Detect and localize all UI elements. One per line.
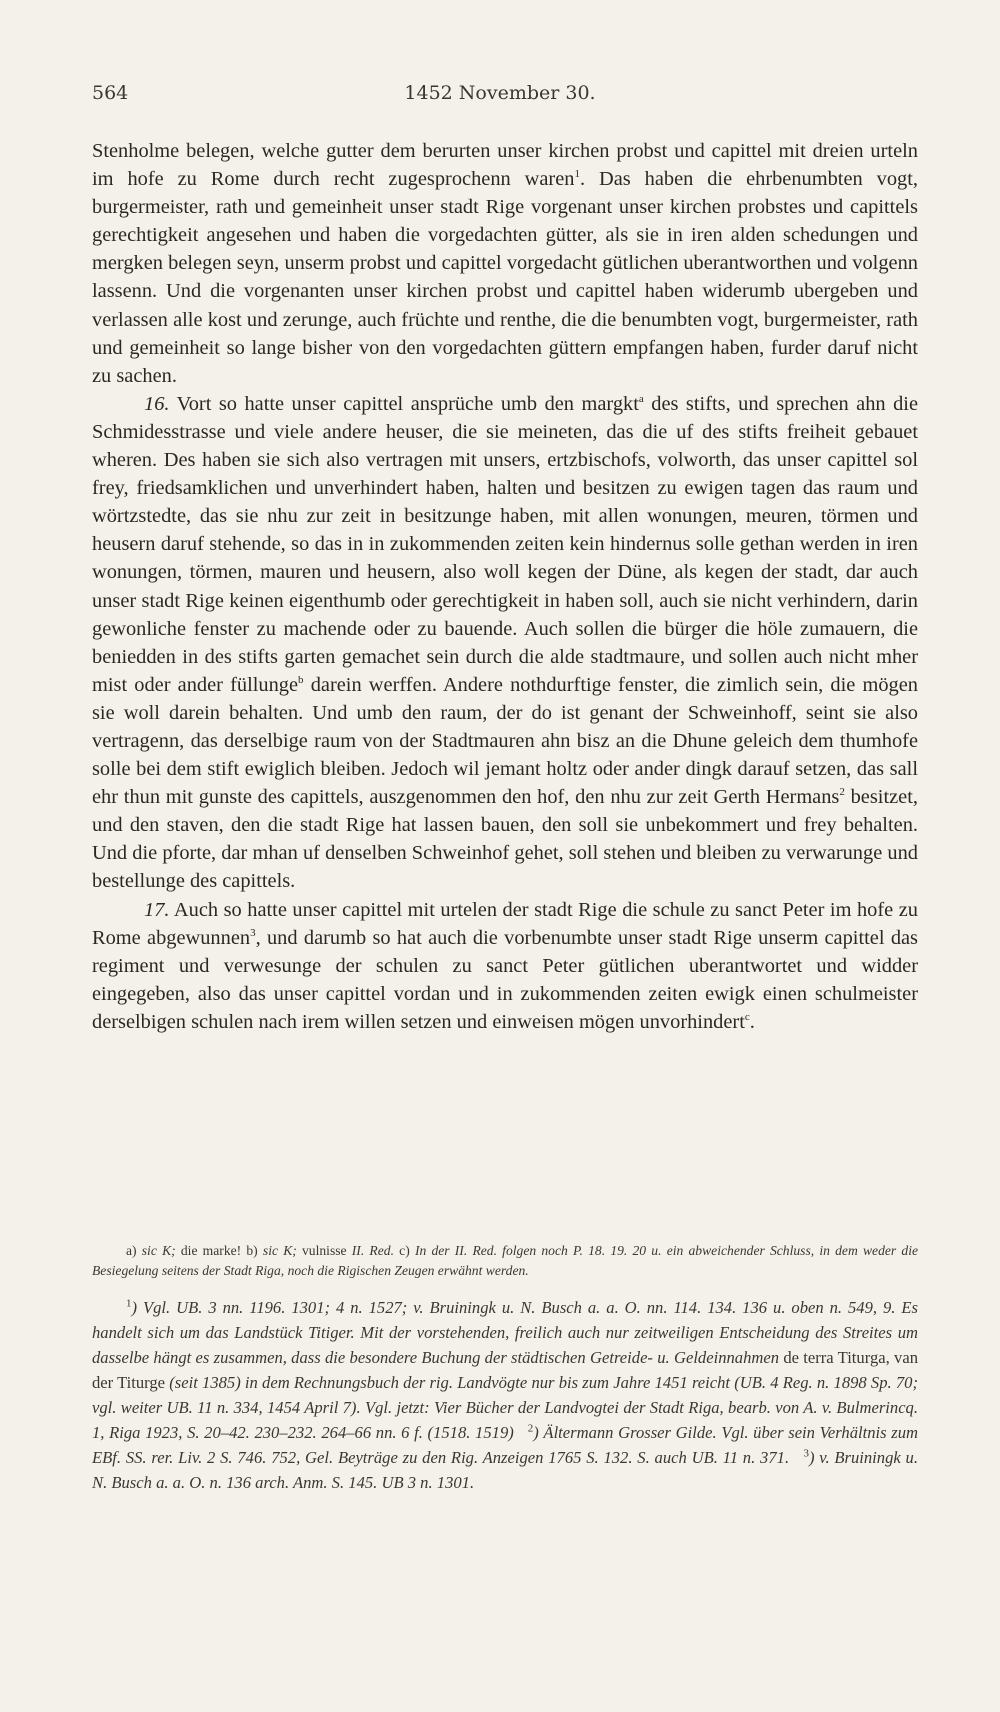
footnote-ref-2: 2 [839,786,845,799]
section-17: 17. Auch so hatte unser capittel mit urtelen der stadt Rige die schule zu sanct Peter im hofe zu Rome abgewunnen$^3$, und darumb so hat auch die vorbenumbte unser stadt Rige unserm capittel das regiment und verwesunge der schulen zu sanct Peter gütlichen uberantwortet und widder eingegeben, also das unser capittel vordan und in zukommenden zeiten ewigk einen schulmeister derselbigen schulen nach irem willen setzen und einweisen mögen unvorhindert$^c$. [92,898,918,1033]
footnotes: $^1$) Vgl. UB. 3 nn. 1196. 1301; 4 n. 1527; v. Bruiningk u. N. Busch a. a. O. nn. 114. 134. 136 u. oben n. 549, 9. Es handelt sich um das Landstück Titiger. Mit der vorstehenden, freilich auch nur zeitweiligen Entscheidung des Streites um dasselbe hängt es zusammen, dass die besondere Buchung der städtischen Getreide- u. Geldeinnahmen de terra Titurga, van der Titurge (seit 1385) in dem Rechnungsbuch der rig. Landvögte nur bis zum Jahre 1451 reicht (UB. 4 Reg. n. 1898 Sp. 70; vgl. weiter UB. 11 n. 334, 1454 April 7). Vgl. jetzt: Vier Bücher der Landvogtei der Stadt Riga, bearb. von A. v. Bulmerincq. 1, Riga 1923, S. 20–42. 230–232. 264–66 nn. 6 f. (1518. 1519) $^2$) Ältermann Grosser Gilde. Vgl. über sein Verhältnis zum EBf. SS. rer. Liv. 2 S. 746. 752, Gel. Beyträge zu den Rig. Anzeigen 1765 S. 132. S. auch UB. 11 n. 371. $^3$) v. Bruiningk u. N. Busch a. a. O. n. 136 arch. Anm. S. 145. UB 3 n. 1301. [92,1297,919,1492]
footnote-1: ) Vgl. UB. 3 nn. 1196. 1301; 4 n. 1527; v. Bruiningk u. N. Busch a. a. O. nn. 114. 134. 136 u. oben n. 549, 9. Es handelt sich um das Landstück Titiger. Mit der vorstehenden, freilich auch nur zeitweiligen Entscheidung des Streites um dasselbe hängt es zusammen, dass die besondere Buchung der städtischen Getreide- u. Geldeinnahmen [92,1298,918,1367]
page-number: 564 [92,82,129,104]
footnote-mark-3: 3 [803,1447,809,1460]
textual-note-ref-b: b [298,673,304,686]
section-16: 16. Vort so hatte unser capittel ansprüche umb den margkt$^a$ des stifts, und sprechen ahn die Schmidesstrasse und viele andere heuser, die sie meineten, das die uf des stifts freiheit gebauet wheren. Des haben sie sich also vertragen mit unsers, ertzbischofs, volworth, das unser capittel sol frey, friedsamklichen und unverhindert haben, halten und besitzen zu ewigen tagen das raum und wörtzstedte, das sie nhu zur zeit in besitzunge haben, mit allen wonungen, meuren, törmen und heusern daruf stehende, so das in in zukommenden zeiten kein hindernus solle gethan werden in iren wonungen, törmen, mauren und heusern, also woll kegen der Düne, als kegen der stadt, dar auch unser stadt Rige keinen eigenthumb oder gerechtigkeit in haben soll, auch sie nicht verhindern, darin gewonliche fenster zu machende oder zu bauende. Auch sollen die bürger die höle zumauern, die beniedden in des stifts garten gemachet sein durch die alde stadtmaure, und sollen auch nicht mher mist oder ander füllunge$^b$ darein werffen. Andere nothdurftige fenster, die zimlich sein, die mögen sie woll darein behalten. Und umb den raum, der do ist genant der Schweinhoff, seint sie also vertragenn, das derselbige raum von der Stadtmauren ahn bisz an die Dhune geleich dem thumhofe solle bei dem stift ewiglich bleiben. Jedoch wil jemant holtz oder ander dingk darauf setzen, das sall ehr thun mit gunste des capittels, auszgenommen den hof, den nhu zur zeit Gerth Hermans$^2$ besitzet, und den staven, den die stadt Rige hat lassen bauen, den soll sie unbekommert und frey behalten. Und die pforte, dar mhan uf denselben Schweinhof gehet, soll stehen und bleiben zu verwarunge und bestellunge des capittels. [92,392,919,893]
main-text [92,137,918,1036]
textual-note-ref-a: a [638,393,644,406]
footnote-3: ) v. Bruiningk u. N. Busch a. a. O. n. 136 arch. Anm. S. 145. UB 3 n. 1301. [92,1448,918,1492]
textual-apparatus: a) sic K; die marke! b) sic K; vulnisse II. Red. c) In der II. Red. folgen noch P. 18. 19. 20 u. ein abweichender Schluss, in dem weder die Besiegelung seitens der Stadt Riga, noch die Rigischen Zeugen erwähnt werden. [92,1243,919,1278]
footnote-mark-1: 1 [126,1297,132,1310]
footnote-2: ) Ältermann Grosser Gilde. Vgl. über sein Verhältnis zum EBf. SS. rer. Liv. 2 S. 746. 752, Gel. Beyträge zu den Rig. Anzeigen 1765 S. 132. S. auch UB. 11 n. 371. [92,1423,919,1467]
textual-note-ref-c: c [744,1011,750,1024]
section-number-16: 16. [144,392,170,415]
page-header [92,82,908,112]
running-head-date: 1452 November 30. [404,82,596,104]
paragraph-continuation: Stenholme belegen, welche gutter dem berurten unser kirchen probst und capittel mit dreien urteln im hofe zu Rome durch recht zugesprochenn waren$^1$. Das haben die ehrbenumbten vogt, burgermeister, rath und gemeinheit unser stadt Rige vorgenant unser kirchen probstes und capittels gerechtigkeit angesehen und haben die vorgedachten gütter, als sie in iren alden schedungen und mergken belegen seyn, unserm probst und capittel vorgedacht gütlichen uberantworthen und volgenn lassenn. Und die vorgenanten unser kirchen probst und capittel haben widerumb ubergeben und verlassen alle kost und zerunge, auch früchte und renthe, die die benumbten vogt, burgermeister, rath und gemeinheit so lange bisher von den vorgedachten güttern empfangen haben, furder daruf nicht zu sachen. [92,140,918,387]
footnote-ref-1: 1 [574,168,580,181]
section-number-17: 17. [144,898,170,921]
footnote-ref-3: 3 [250,926,256,939]
footnote-mark-2: 2 [527,1422,534,1435]
